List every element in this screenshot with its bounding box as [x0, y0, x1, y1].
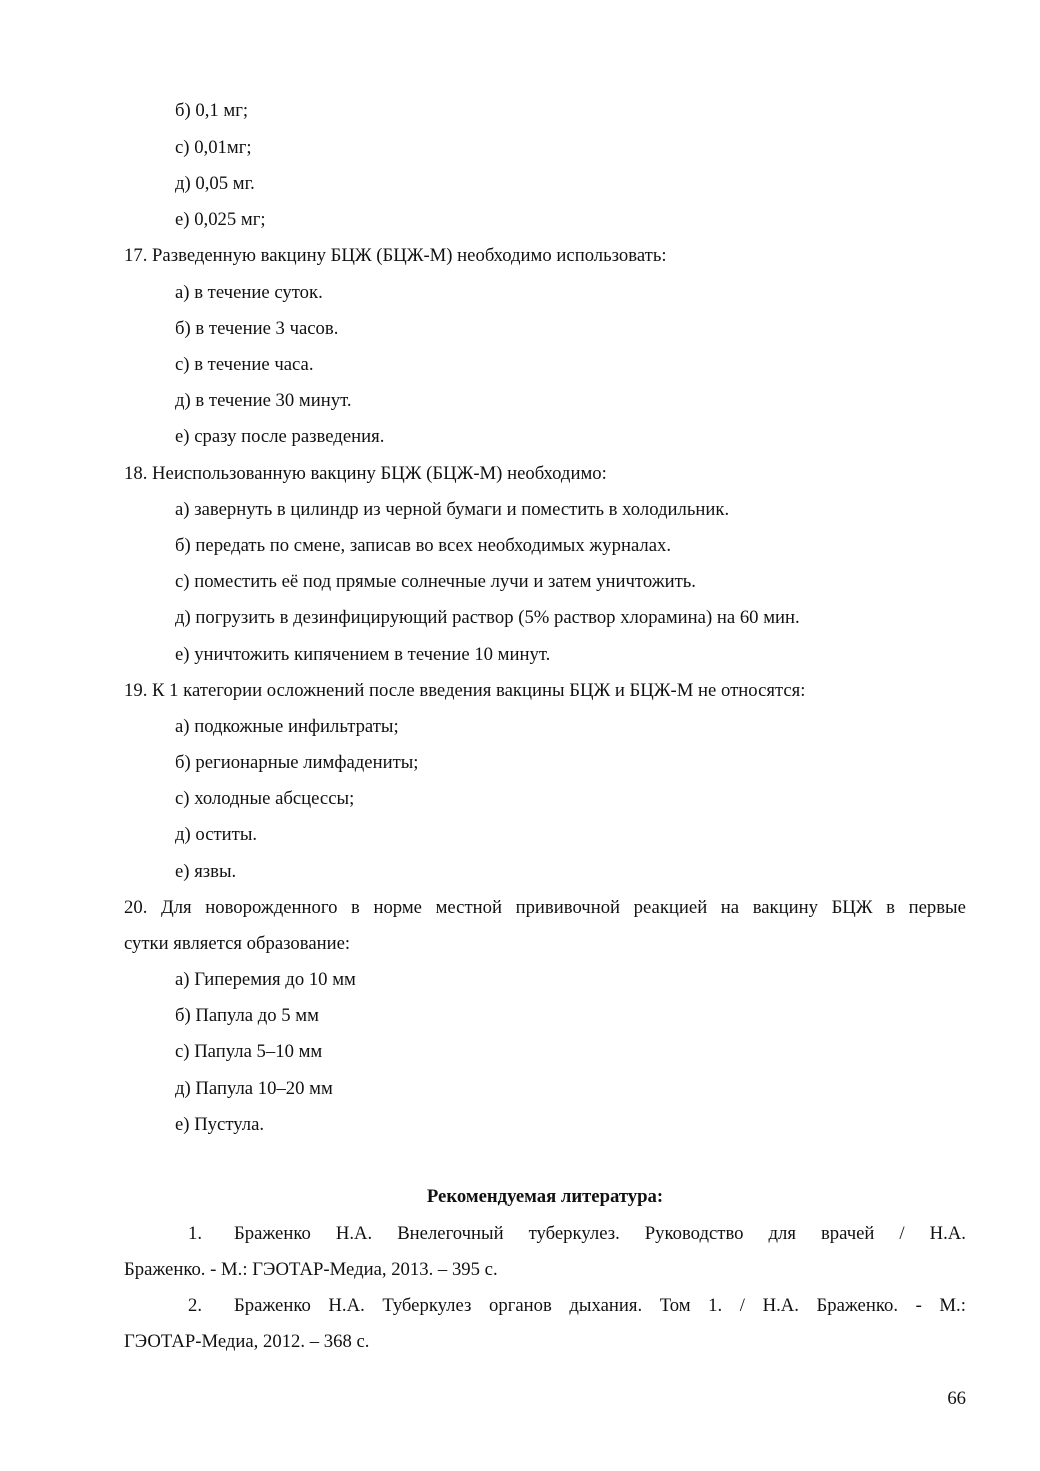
word: туберкулез. [528, 1223, 620, 1244]
question-18: 18. Неиспользованную вакцину БЦЖ (БЦЖ-М) необходимо: [124, 463, 607, 484]
word: - [915, 1295, 922, 1316]
word: Браженко [234, 1223, 311, 1244]
answer-option: а) подкожные инфильтраты; [175, 716, 399, 737]
reference-2-continuation: ГЭОТАР-Медиа, 2012. – 368 с. [124, 1331, 370, 1352]
word: 20. [124, 897, 148, 918]
word: врачей [820, 1223, 875, 1244]
word: Браженко [234, 1295, 311, 1316]
answer-option: д) в течение 30 минут. [175, 390, 352, 411]
question-19: 19. К 1 категории осложнений после введения вакцины БЦЖ и БЦЖ-М не относятся: [124, 680, 806, 701]
answer-option: б) в течение 3 часов. [175, 318, 339, 339]
answer-option: д) оститы. [175, 824, 258, 845]
word: Том [659, 1295, 691, 1316]
word: Н.А. [762, 1295, 799, 1316]
answer-option: д) погрузить в дезинфицирующий раствор (5% раствор хлорамина) на 60 мин. [175, 607, 800, 628]
reference-2 [124, 1294, 966, 1318]
word: в [886, 897, 895, 918]
answer-option: с) поместить её под прямые солнечные лучи и затем уничтожить. [175, 571, 696, 592]
answer-option: б) регионарные лимфадениты; [175, 752, 419, 773]
word: на [720, 897, 740, 918]
answer-option: е) уничтожить кипячением в течение 10 минут. [175, 644, 551, 665]
word: Для [160, 897, 192, 918]
word: Н.А. [328, 1295, 365, 1316]
answer-option: е) 0,025 мг; [175, 209, 266, 230]
answer-option: б) 0,1 мг; [175, 100, 249, 121]
question-20 [124, 896, 966, 920]
word: / [899, 1223, 905, 1244]
word: в [351, 897, 360, 918]
word: прививочной [515, 897, 621, 918]
word: БЦЖ [831, 897, 873, 918]
answer-option: с) в течение часа. [175, 354, 314, 375]
question-20-continuation: сутки является образование: [124, 933, 351, 954]
word: Туберкулез [382, 1295, 472, 1316]
word: органов [489, 1295, 552, 1316]
word: Браженко. [816, 1295, 898, 1316]
word: вакцину [752, 897, 818, 918]
literature-heading: Рекомендуемая литература: [426, 1186, 664, 1207]
word: Внелегочный [397, 1223, 504, 1244]
answer-option: д) 0,05 мг. [175, 173, 255, 194]
answer-option: а) завернуть в цилиндр из черной бумаги и поместить в холодильник. [175, 499, 730, 520]
answer-option: с) холодные абсцессы; [175, 788, 355, 809]
reference-1-continuation: Браженко. - М.: ГЭОТАР-Медиа, 2013. – 395 с. [124, 1259, 498, 1280]
word: первые [908, 897, 966, 918]
word: реакцией [633, 897, 708, 918]
reference-1 [124, 1222, 966, 1246]
answer-option: б) Папула до 5 мм [175, 1005, 319, 1026]
word: для [768, 1223, 796, 1244]
answer-option: с) Папула 5–10 мм [175, 1041, 323, 1062]
answer-option: е) сразу после разведения. [175, 426, 385, 447]
answer-option: а) в течение суток. [175, 282, 323, 303]
reference-number: 1. [188, 1223, 203, 1244]
answer-option: а) Гиперемия до 10 мм [175, 969, 356, 990]
word: М.: [939, 1295, 966, 1316]
answer-option: с) 0,01мг; [175, 137, 252, 158]
answer-option: б) передать по смене, записав во всех необходимых журналах. [175, 535, 672, 556]
word: Н.А. [335, 1223, 373, 1244]
word: Н.А. [929, 1223, 966, 1244]
word: 1. [708, 1295, 723, 1316]
answer-option: д) Папула 10–20 мм [175, 1078, 333, 1099]
reference-number: 2. [188, 1295, 203, 1316]
word: местной [435, 897, 502, 918]
word: / [739, 1295, 745, 1316]
answer-option: е) язвы. [175, 861, 237, 882]
page-number: 66 [947, 1388, 966, 1409]
word: Руководство [644, 1223, 744, 1244]
answer-option: е) Пустула. [175, 1114, 265, 1135]
word: норме [373, 897, 422, 918]
word: новорожденного [205, 897, 338, 918]
question-17: 17. Разведенную вакцину БЦЖ (БЦЖ-М) необходимо использовать: [124, 245, 667, 266]
word: дыхания. [569, 1295, 643, 1316]
